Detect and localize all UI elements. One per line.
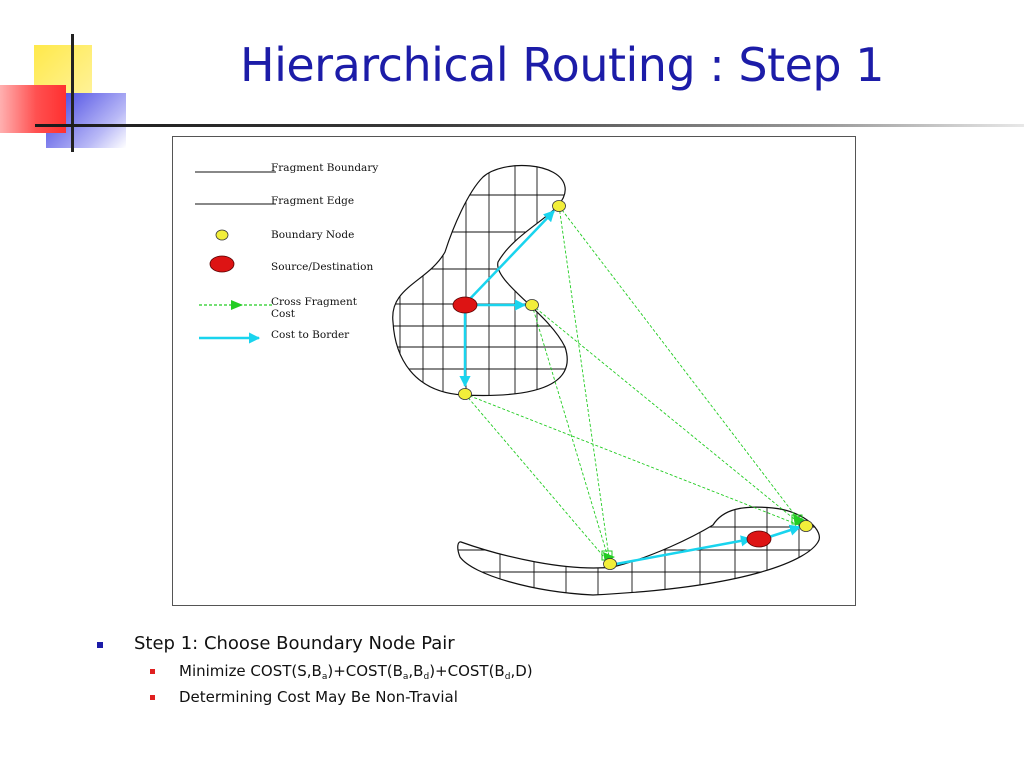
- routing-diagram-svg: [173, 137, 857, 607]
- deco-vertical-line: [71, 34, 74, 152]
- legend-cross-fragment-label-2: Cost: [271, 308, 295, 320]
- bullet-determining: [96, 684, 533, 710]
- routing-diagram: [172, 136, 856, 606]
- border-arrow-right-to-dest: [769, 527, 800, 537]
- bullet-list: [96, 630, 533, 710]
- legend-source-destination-label: Source/Destination: [271, 261, 374, 273]
- legend-source-destination-swatch: [210, 256, 234, 272]
- upper-fragment: [373, 137, 593, 437]
- cross-edge-a-bottom: [559, 206, 610, 564]
- legend-boundary-node-swatch: [216, 230, 228, 240]
- bullet-marker-blue: [97, 642, 103, 648]
- border-arrow-bottom-to-dest: [616, 539, 751, 564]
- source-node: [453, 297, 477, 313]
- bullet-step1-text: Step 1: Choose Boundary Node Pair: [134, 633, 455, 654]
- bullet-minimize: [96, 658, 533, 684]
- legend-cross-fragment-label-1: Cross Fragment: [271, 296, 357, 308]
- lower-fragment-boundary: [458, 507, 820, 595]
- bullet-determining-text: Determining Cost May Be Non-Travial: [179, 688, 458, 706]
- slide-title: Hierarchical Routing : Step 1: [240, 38, 885, 92]
- bullet-minimize-text: Minimize $COST(S,B_a)+COST(B_a,B_d)+COST(B_d,D)$: [179, 662, 533, 682]
- bullet-step1: [96, 630, 533, 658]
- bullet-marker-red: [150, 669, 155, 674]
- legend: [195, 162, 378, 341]
- upper-fragment-grid: [373, 137, 593, 437]
- cross-edge-c-bottom: [465, 394, 610, 564]
- boundary-node-b: [526, 300, 539, 311]
- title-underline: [35, 124, 1024, 127]
- legend-boundary-node-label: Boundary Node: [271, 229, 355, 241]
- boundary-node-d: [604, 559, 617, 570]
- legend-cost-to-border-label: Cost to Border: [271, 329, 350, 341]
- bullet-marker-red: [150, 695, 155, 700]
- lower-fragment: [443, 497, 833, 607]
- upper-fragment-boundary: [393, 166, 568, 396]
- legend-cross-fragment-arrow: [231, 300, 243, 310]
- boundary-node-c: [459, 389, 472, 400]
- destination-node: [747, 531, 771, 547]
- legend-fragment-boundary-label: Fragment Boundary: [271, 162, 379, 174]
- cross-edge-b-right: [532, 305, 804, 527]
- boundary-node-a: [553, 201, 566, 212]
- cross-edge-b-bottom: [532, 305, 610, 564]
- legend-fragment-edge-label: Fragment Edge: [271, 195, 355, 207]
- border-arrow-to-a: [465, 211, 554, 304]
- boundary-node-e: [800, 521, 813, 532]
- cross-fragment-cost-lines: [465, 206, 804, 564]
- lower-fragment-grid: [443, 497, 833, 607]
